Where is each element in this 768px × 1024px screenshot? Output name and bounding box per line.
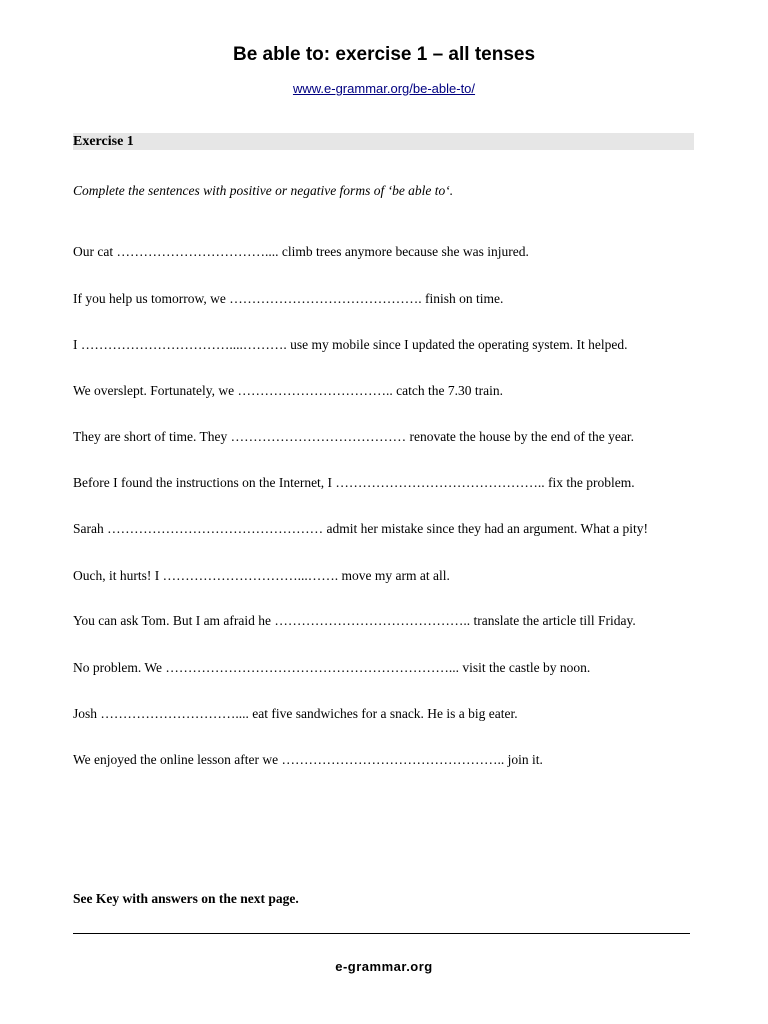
exercise-sentence-1: Our cat …………………………….... climb trees anymore because she was injured. [73,244,529,259]
footer-divider [73,933,690,934]
exercise-sentence-5: They are short of time. They ………………………………… renovate the house by the end of the year. [73,429,634,444]
page-title: Be able to: exercise 1 – all tenses [232,44,536,65]
exercise-sentence-4: We overslept. Fortunately, we …………………………….. catch the 7.30 train. [73,383,503,398]
exercise-instruction: Complete the sentences with positive or negative forms of ‘be able to‘. [73,183,454,198]
exercise-sentence-8: Ouch, it hurts! I …………………………...……. move my arm at all. [73,568,450,583]
source-url [0,80,768,98]
exercise-sentence-12: We enjoyed the online lesson after we ………………………………………….. join it. [73,752,543,767]
answer-key-note: See Key with answers on the next page. [73,891,299,906]
section-header [73,133,694,150]
exercise-sentence-2: If you help us tomorrow, we ……………………………………. finish on time. [73,291,504,306]
exercise-sentence-11: Josh ………………………….... eat five sandwiches for a snack. He is a big eater. [73,706,518,721]
section-label: Exercise 1 [73,134,134,149]
exercise-sentence-6: Before I found the instructions on the Internet, I ……………………………………….. fix the problem. [73,475,635,490]
footer-site-name: e-grammar.org [335,959,433,974]
exercise-sentence-9: You can ask Tom. But I am afraid he …………………………………….. translate the article till Friday. [73,613,636,628]
exercise-sentence-7: Sarah ………………………………………… admit her mistake since they had an argument. What a pity! [73,521,649,536]
exercise-sentence-10: No problem. We ………………………………………………………... visit the castle by noon. [73,660,591,675]
source-link[interactable]: www.e-grammar.org/be-able-to/ [292,81,476,96]
exercise-sentence-3: I ……………………………....………. use my mobile since I updated the operating system. It helped. [73,337,628,352]
